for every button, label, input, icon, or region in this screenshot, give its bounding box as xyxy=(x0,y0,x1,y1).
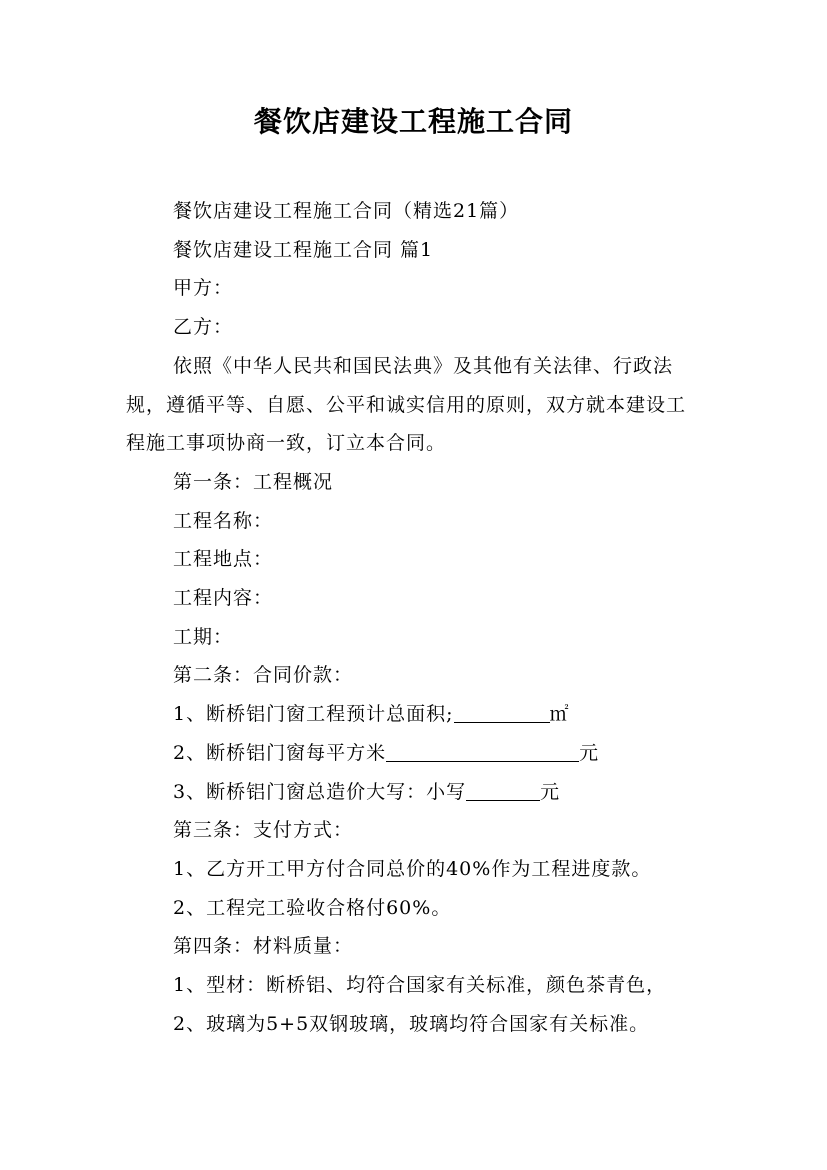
article-one-heading: 第一条：工程概况 xyxy=(173,470,334,493)
project-name-line: 工程名称： xyxy=(173,509,274,532)
document-body xyxy=(126,192,704,1043)
price-item-2-text: 2、断桥铝门窗每平方米 xyxy=(173,741,387,764)
article-two-heading: 第二条：合同价款： xyxy=(173,664,354,687)
total-price-unit: 元 xyxy=(540,780,561,803)
area-blank xyxy=(454,703,550,723)
price-item-2 xyxy=(126,734,704,773)
total-price-blank xyxy=(466,781,540,801)
preamble-paragraph: 依照《中华人民共和国民法典》及其他有关法律、行政法规，遵循平等、自愿、公平和诚实信用的原则，双方就本建设工程施工事项协商一致，订立本合同。 xyxy=(126,354,687,455)
unit-price-blank xyxy=(386,742,579,762)
document-title: 餐饮店建设工程施工合同 xyxy=(253,105,573,138)
payment-item-1: 1、乙方开工甲方付合同总价的40%作为工程进度款。 xyxy=(173,857,652,880)
price-item-1 xyxy=(126,695,704,734)
area-unit: ㎡ xyxy=(549,703,570,726)
project-content-line: 工程内容： xyxy=(173,587,274,610)
section-heading: 餐饮店建设工程施工合同 篇1 xyxy=(173,238,434,261)
payment-item-2: 2、工程完工验收合格付60%。 xyxy=(173,896,452,919)
material-item-2: 2、玻璃为5+5双钢玻璃，玻璃均符合国家有关标准。 xyxy=(173,1012,650,1035)
price-item-1-text: 1、断桥铝门窗工程预计总面积; xyxy=(173,703,454,726)
material-item-1: 1、型材：断桥铝、均符合国家有关标准，颜色茶青色， xyxy=(173,974,667,997)
party-b-line: 乙方： xyxy=(173,316,234,339)
party-a-line: 甲方： xyxy=(173,277,234,300)
unit-price-unit: 元 xyxy=(579,741,600,764)
article-three-heading: 第三条：支付方式： xyxy=(173,819,354,842)
price-item-3-text: 3、断桥铝门窗总造价大写：小写 xyxy=(173,780,467,803)
subtitle-paragraph: 餐饮店建设工程施工合同（精选21篇） xyxy=(173,200,520,222)
article-four-heading: 第四条：材料质量： xyxy=(173,935,354,958)
duration-line: 工期： xyxy=(173,625,234,648)
price-item-3 xyxy=(126,773,704,812)
project-location-line: 工程地点： xyxy=(173,548,274,571)
